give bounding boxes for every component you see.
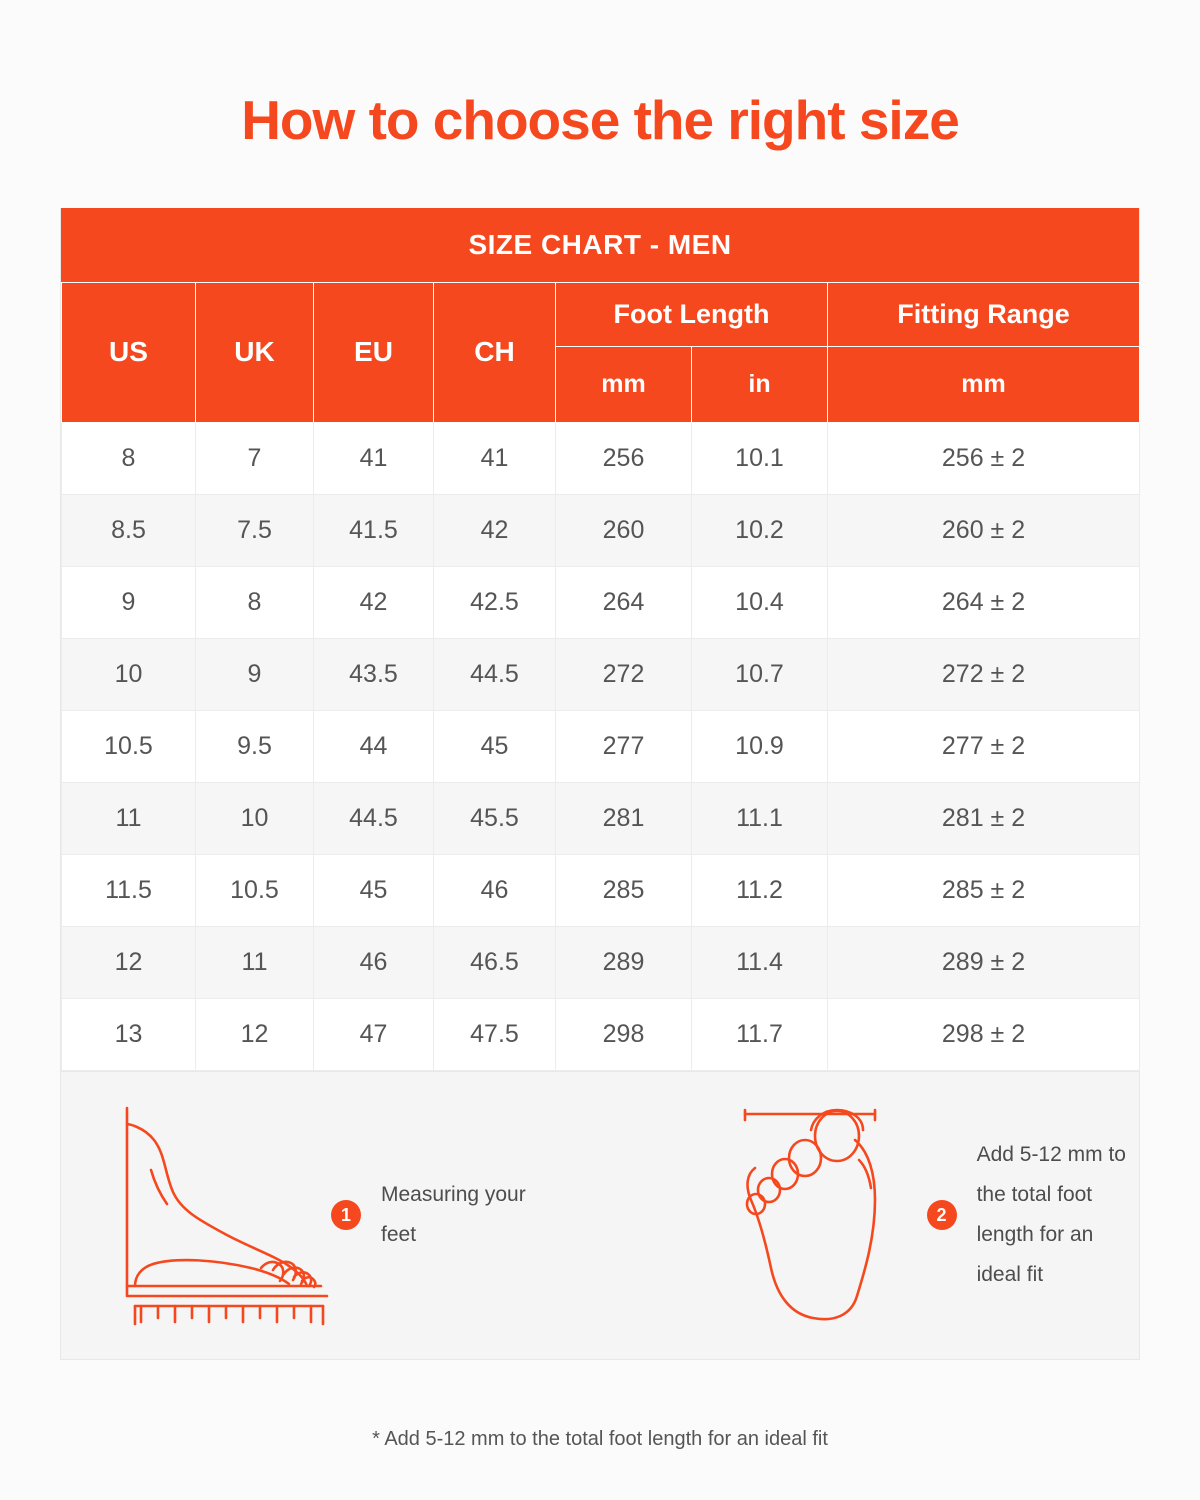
cell-mm: 260 [556,494,692,566]
column-header-uk: UK [196,282,314,422]
cell-in: 10.7 [692,638,828,710]
cell-eu: 42 [314,566,434,638]
foot-top-with-measure-line-icon [737,1100,927,1330]
cell-ch: 45 [434,710,556,782]
cell-in: 10.2 [692,494,828,566]
cell-eu: 43.5 [314,638,434,710]
cell-uk: 7.5 [196,494,314,566]
cell-us: 10.5 [62,710,196,782]
cell-in: 10.9 [692,710,828,782]
cell-ch: 45.5 [434,782,556,854]
cell-fit: 256 ± 2 [828,422,1140,494]
cell-in: 11.4 [692,926,828,998]
size-chart-table [61,282,1140,1071]
page-title: How to choose the right size [241,89,959,151]
table-row [62,422,1140,494]
table-row [62,998,1140,1070]
table-row [62,566,1140,638]
cell-mm: 298 [556,998,692,1070]
step-2 [737,1100,1139,1330]
cell-eu: 47 [314,998,434,1070]
size-chart-caption: SIZE CHART - MEN [61,208,1139,282]
footnote: * Add 5-12 mm to the total foot length for an ideal fit [372,1427,828,1450]
cell-us: 10 [62,638,196,710]
cell-mm: 256 [556,422,692,494]
step-label-2: Add 5-12 mm to the total foot length for an ideal fit [976,1143,1126,1286]
cell-fit: 289 ± 2 [828,926,1140,998]
cell-us: 12 [62,926,196,998]
table-row [62,854,1140,926]
cell-eu: 46 [314,926,434,998]
cell-eu: 41 [314,422,434,494]
cell-us: 11 [62,782,196,854]
step-label-1: Measuring your feet [381,1183,526,1246]
step-badge-2: 2 [927,1200,957,1230]
size-chart-body [62,422,1140,1070]
cell-us: 13 [62,998,196,1070]
column-header-fitting-range-mm: mm [828,346,1140,422]
cell-uk: 12 [196,998,314,1070]
step-badge-1: 1 [331,1200,361,1230]
column-header-ch: CH [434,282,556,422]
cell-ch: 42 [434,494,556,566]
cell-fit: 281 ± 2 [828,782,1140,854]
cell-uk: 8 [196,566,314,638]
cell-mm: 289 [556,926,692,998]
size-chart [60,208,1140,1072]
cell-us: 11.5 [62,854,196,926]
cell-fit: 277 ± 2 [828,710,1140,782]
cell-in: 11.7 [692,998,828,1070]
cell-in: 11.2 [692,854,828,926]
foot-side-with-ruler-icon [121,1100,331,1330]
cell-mm: 285 [556,854,692,926]
cell-ch: 46 [434,854,556,926]
cell-eu: 45 [314,854,434,926]
column-header-eu: EU [314,282,434,422]
cell-ch: 46.5 [434,926,556,998]
column-header-fitting-range: Fitting Range [828,282,1140,346]
cell-fit: 264 ± 2 [828,566,1140,638]
cell-us: 9 [62,566,196,638]
cell-uk: 10 [196,782,314,854]
cell-fit: 260 ± 2 [828,494,1140,566]
table-header-row-1 [62,282,1140,346]
cell-in: 11.1 [692,782,828,854]
cell-uk: 7 [196,422,314,494]
cell-ch: 42.5 [434,566,556,638]
cell-uk: 11 [196,926,314,998]
step-1 [121,1100,529,1330]
column-header-foot-length-in: in [692,346,828,422]
column-header-us: US [62,282,196,422]
cell-in: 10.4 [692,566,828,638]
column-header-foot-length-mm: mm [556,346,692,422]
cell-mm: 264 [556,566,692,638]
cell-ch: 47.5 [434,998,556,1070]
cell-mm: 277 [556,710,692,782]
cell-in: 10.1 [692,422,828,494]
table-row [62,710,1140,782]
table-row [62,494,1140,566]
cell-uk: 9 [196,638,314,710]
cell-us: 8.5 [62,494,196,566]
cell-eu: 44 [314,710,434,782]
cell-us: 8 [62,422,196,494]
cell-fit: 298 ± 2 [828,998,1140,1070]
cell-mm: 272 [556,638,692,710]
cell-fit: 272 ± 2 [828,638,1140,710]
table-row [62,782,1140,854]
cell-ch: 44.5 [434,638,556,710]
cell-mm: 281 [556,782,692,854]
cell-eu: 41.5 [314,494,434,566]
column-header-foot-length: Foot Length [556,282,828,346]
cell-uk: 10.5 [196,854,314,926]
cell-fit: 285 ± 2 [828,854,1140,926]
cell-eu: 44.5 [314,782,434,854]
table-row [62,638,1140,710]
measurement-instructions [60,1072,1140,1360]
cell-uk: 9.5 [196,710,314,782]
table-row [62,926,1140,998]
cell-ch: 41 [434,422,556,494]
